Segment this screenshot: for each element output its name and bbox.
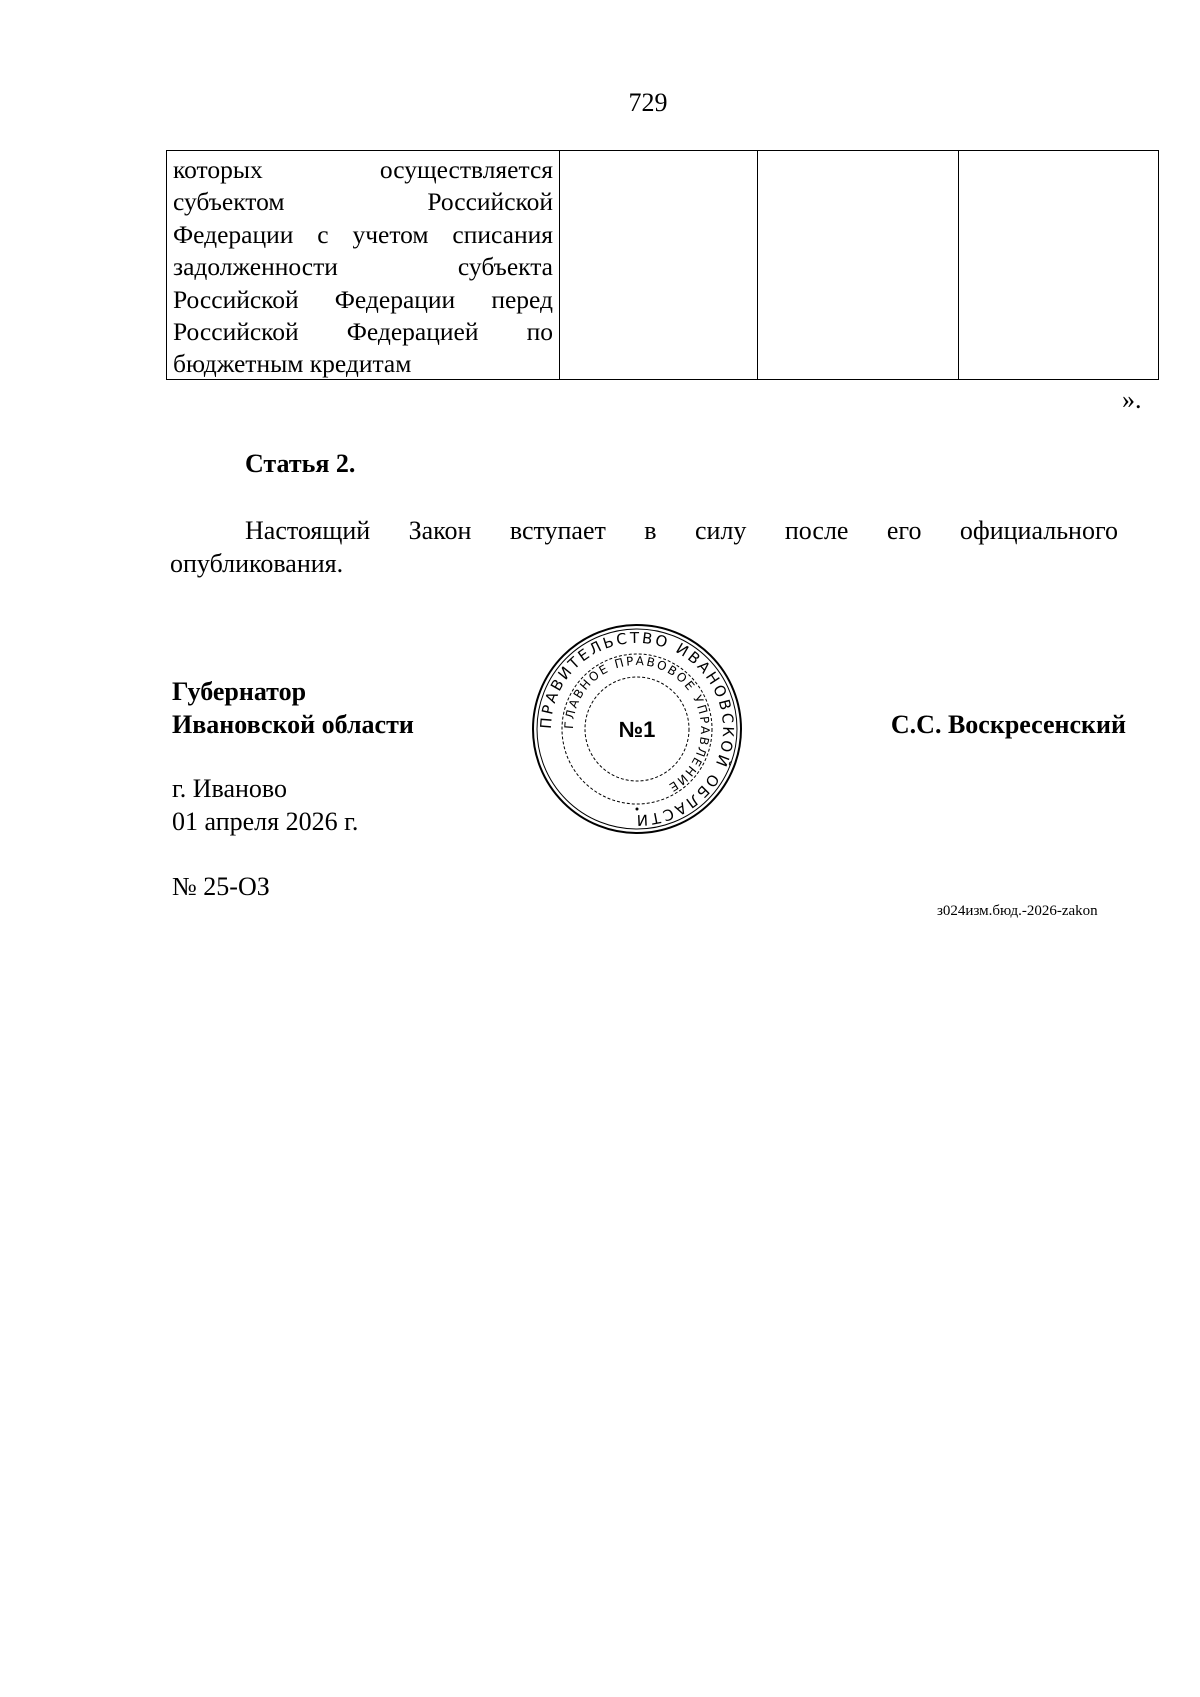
table-fragment [166,150,1159,380]
cell-line: задолженности субъекта [173,252,553,282]
cell-line: бюджетным кредитам [173,349,412,379]
date: 01 апреля 2026 г. [172,807,359,836]
closing-quote: ». [1122,385,1142,414]
signatory-name: С.С. Воскресенский [890,710,1126,739]
cell-line: Федерации с учетом списания [173,219,553,249]
table-divider [757,151,758,379]
article-text [170,514,1118,580]
page-number: 729 [628,88,668,117]
place: г. Иваново [172,774,287,803]
seal-center-text: №1 [618,717,656,742]
cell-line: Российской Федерации перед [173,284,553,314]
table-divider [958,151,959,379]
article-title: Статья 2. [245,449,356,478]
table-divider [559,151,560,379]
signatory-title-line: Губернатор [172,677,307,706]
signatory-title-line: Ивановской области [172,709,414,739]
law-number: № 25-ОЗ [172,872,270,901]
article-text-line: Настоящий Закон вступает в силу после его официального [245,516,1118,545]
table-cell-text [173,154,553,381]
official-seal [527,619,747,839]
cell-line: Российской Федерацией по [173,317,553,347]
cell-line: которых осуществляется [173,155,553,184]
file-code: з024изм.бюд.-2026-zakon [937,903,1098,919]
article-text-line: опубликования. [170,549,344,578]
signatory-title [172,676,414,741]
seal-inner-text: ГЛАВНОЕ ПРАВОВОЕ УПРАВЛЕНИЕ [561,653,713,796]
seal-outer-text: ПРАВИТЕЛЬСТВО ИВАНОВСКОЙ ОБЛАСТИ [536,628,738,830]
cell-line: субъектом Российской [173,187,553,217]
